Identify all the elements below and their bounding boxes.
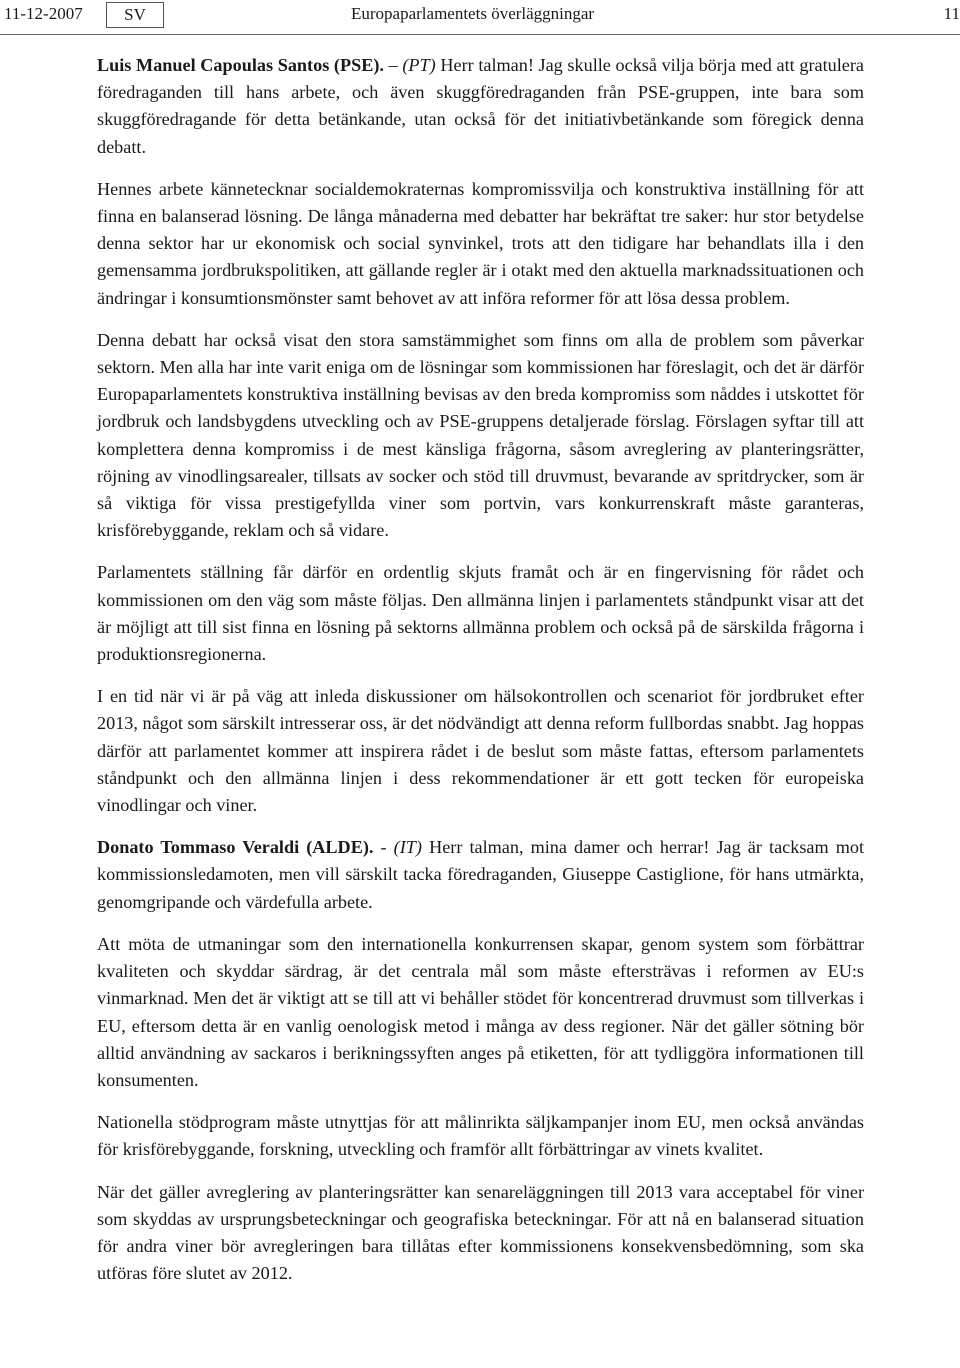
paragraph: Denna debatt har också visat den stora samstämmighet som finns om alla de problem som påverkar sektorn. Men alla har inte varit eniga om de lösningar som kommissionen har föreslagit, och det är därför Europaparlamentets konstruktiva inställning bevisas av den breda kompromiss som nåddes i utskottet för jordbruk och landsbygdens utveckling och av PSE-gruppens detaljerade förslag. Förslagen syftar till att komplettera denna kompromiss i de mest känsliga frågorna, såsom avreglering av planteringsrätter, röjning av vinodlingsarealer, tillsats av socker och stöd till druvmust, bevarande av spritdrycker, som är så viktiga för vissa prestigefyllda viner som portvin, vars konkurrenskraft måste garanteras, krisförebyggande, reklam och så vidare. [97, 329, 864, 541]
speaker-language-tag: (PT) [402, 55, 436, 75]
paragraph: I en tid när vi är på väg att inleda diskussioner om hälsokontrollen och scenariot för jordbruket efter 2013, något som särskilt intresserar oss, är det nödvändigt att denna reform fullbordas snabbt. Jag hoppas därför att parlamentet kommer att inspirera rådet i de beslut som måste fattas, eftersom parlamentets ståndpunkt och den allmänna linjen i dess rekommendationer är ett gott tecken för europeiska vinodlingar och viner. [97, 686, 864, 816]
paragraph-text: Herr talman, mina damer och herrar! Jag är tacksam mot kommissionsledamoten, men vill särskilt tacka föredraganden, Giuseppe Castiglione, för hans utmärkta, genomgripande och värdefulla arbete. [97, 837, 864, 912]
page-header [0, 0, 960, 35]
language-code-box: SV [106, 2, 164, 28]
header-date: 11-12-2007 [4, 4, 83, 23]
paragraph: När det gäller avreglering av planteringsrätter kan senareläggningen till 2013 vara acceptabel för viner som skyddas av ursprungsbeteckningar och geografiska beteckningar. För att nå en balanserad situation för andra viner bör avregleringen bara tillåtas efter kommissionens konsekvensbedömning, som ska utföras före slutet av 2012. [97, 1181, 864, 1284]
speaker-name: Luis Manuel Capoulas Santos (PSE). [97, 55, 384, 75]
paragraph [97, 834, 864, 916]
paragraph [97, 52, 864, 161]
paragraph: Parlamentets ställning får därför en ordentlig skjuts framåt och är en fingervisning för rådet och kommissionen om den väg som måste följas. Den allmänna linjen i parlamentets ståndpunkt visar att det är möjligt att till sist finna en lösning på sektorns allmänna problem och också på de särskilda frågorna i produktionsregionerna. [97, 562, 864, 665]
page-number: 11 [943, 4, 960, 23]
speaker-name: Donato Tommaso Veraldi (ALDE). [97, 837, 374, 858]
paragraph: Hennes arbete kännetecknar socialdemokraternas kompromissvilja och konstruktiva inställning för att finna en balanserad lösning. De långa månaderna med debatter har bekräftat tre saker: hur stor betydelse denna sektor har ur ekonomisk och social synvinkel, trots att den tidigare har behandlats illa i den gemensamma jordbrukspolitiken, att gällande regler är i otakt med den aktuella marknadssituationen och ändringar i konsumtionsmönster samt behovet av att införa reformer för att lösa dessa problem. [97, 178, 864, 308]
paragraph: Nationella stödprogram måste utnyttjas för att målinrikta säljkampanjer inom EU, men också användas för krisförebyggande, forskning, utveckling och framför allt förbättringar av vinets kvalitet. [97, 1112, 864, 1160]
publication-title: Europaparlamentets överläggningar [351, 4, 595, 23]
speaker-separator: – [383, 55, 403, 75]
speaker-separator: - [373, 837, 394, 858]
paragraph: Att möta de utmaningar som den internationella konkurrensen skapar, genom system som förbättrar kvaliteten och skyddar särdrag, är det centrala mål som måste eftersträvas i reformen av EU:s vinmarknad. Men det är viktigt att se till att vi behåller stödet för koncentrerad druvmust som tillverkas i EU, eftersom detta är en vanlig oenologisk metod i många av dess regioner. När det gäller sötning bör alltid användning av sackaros i berikningssyften anges på etiketten, för att tydliggöra informationen till konsumenten. [97, 933, 864, 1090]
document-body [97, 52, 864, 1302]
paragraph-text: Herr talman! Jag skulle också vilja börja med att gratulera föredraganden till hans arbete, och även skuggföredraganden från PSE-gruppen, inte bara som skuggföredragande för detta betänkande, utan också för det initiativbetänkande som föregick denna debatt. [97, 55, 865, 157]
speaker-language-tag: (IT) [393, 837, 422, 858]
